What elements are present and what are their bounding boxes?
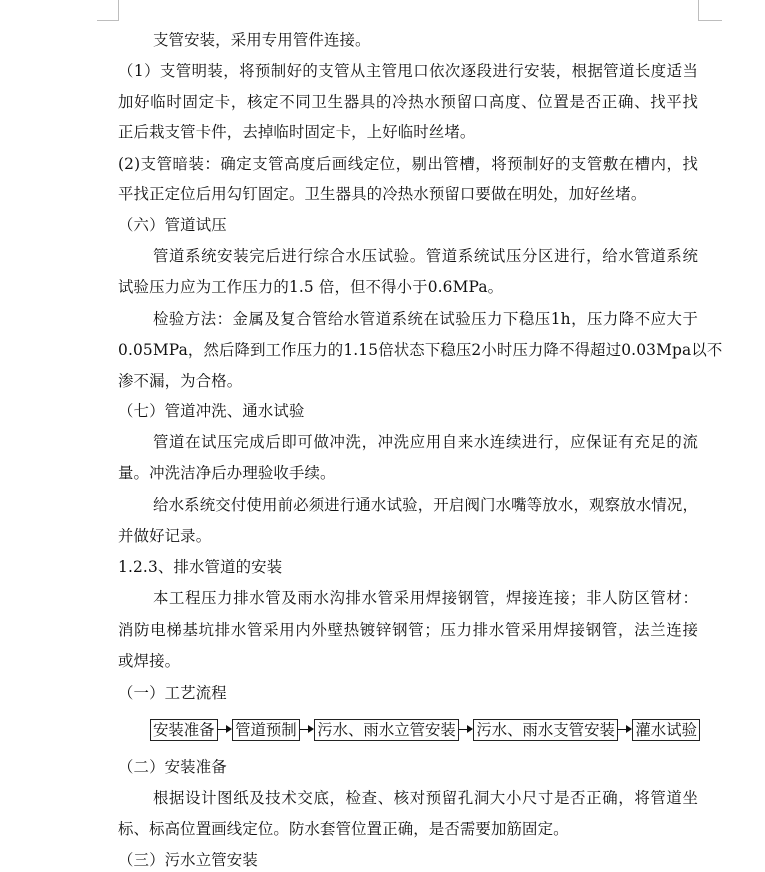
flow-step: 灌水试验 [632,719,700,741]
flow-step: 污水、雨水支管安装 [473,719,618,741]
section-heading: （三）污水立管安装 [118,851,258,869]
section-heading: 1.2.3、排水管道的安装 [118,558,283,576]
paragraph-line: 平找正定位后用勾钉固定。卫生器具的冷热水预留口要做在明处，加好丝堵。 [118,185,647,203]
paragraph-line: 根据设计图纸及技术交底，检查、核对预留孔洞大小尺寸是否正确，将管道坐 [153,789,698,807]
paragraph-line: 加好临时固定卡，核定不同卫生器具的冷热水预留口高度、位置是否正确、找平找 [118,93,698,111]
paragraph-line: 0.05MPa，然后降到工作压力的1.15倍状态下稳压2小时压力降不得超过0.03Mpa以不 [118,341,723,359]
paragraph-line: (2)支管暗装：确定支管高度后画线定位，剔出管槽，将预制好的支管敷在槽内，找 [118,155,698,173]
paragraph-line: 消防电梯基坑排水管采用内外壁热镀锌钢管；压力排水管采用焊接钢管，法兰连接 [118,621,698,639]
paragraph-line: 标、标高位置画线定位。防水套管位置正确，是否需要加筋固定。 [118,820,569,838]
paragraph-line: 检验方法：金属及复合管给水管道系统在试验压力下稳压1h，压力降不应大于 [153,310,698,328]
paragraph-line: 本工程压力排水管及雨水沟排水管采用焊接钢管，焊接连接；非人防区管材： [153,589,698,607]
paragraph-line: 管道在试压完成后即可做冲洗，冲洗应用自来水连续进行，应保证有充足的流 [153,433,698,451]
crop-mark-top-left-horizontal [97,20,119,21]
paragraph-line: 支管安装，采用专用管件连接。 [153,31,371,49]
crop-mark-top-left-vertical [118,0,119,20]
arrow-right-icon [618,729,633,731]
flow-step: 管道预制 [232,719,300,741]
paragraph-line: 正后栽支管卡件，去掉临时固定卡，上好临时丝堵。 [118,123,476,141]
section-heading: （七）管道冲洗、通水试验 [118,402,305,420]
crop-mark-top-right-horizontal [698,20,722,21]
flow-step: 安装准备 [150,719,218,741]
section-heading: （二）安装准备 [118,758,227,776]
paragraph-line: 量。冲洗洁净后办理验收手续。 [118,464,336,482]
arrow-right-icon [218,729,233,731]
paragraph-line: 试验压力应为工作压力的1.5 倍，但不得小于0.6MPa。 [118,278,504,296]
arrow-right-icon [300,729,315,731]
paragraph-line: 给水系统交付使用前必须进行通水试验，开启阀门水嘴等放水，观察放水情况， [153,496,698,514]
arrow-right-icon [459,729,474,731]
paragraph-line: 并做好记录。 [118,527,212,545]
section-heading: （六）管道试压 [118,216,227,234]
paragraph-line: 渗不漏，为合格。 [118,372,243,390]
paragraph-line: 或焊接。 [118,652,181,670]
section-heading: （一）工艺流程 [118,684,227,702]
process-flow-diagram [150,718,700,742]
paragraph-line: 管道系统安装完后进行综合水压试验。管道系统试压分区进行，给水管道系统 [153,247,698,265]
paragraph-line: （1）支管明装，将预制好的支管从主管甩口依次逐段进行安装，根据管道长度适当 [118,62,698,80]
flow-step: 污水、雨水立管安装 [314,719,459,741]
crop-mark-top-right-vertical [698,0,699,20]
